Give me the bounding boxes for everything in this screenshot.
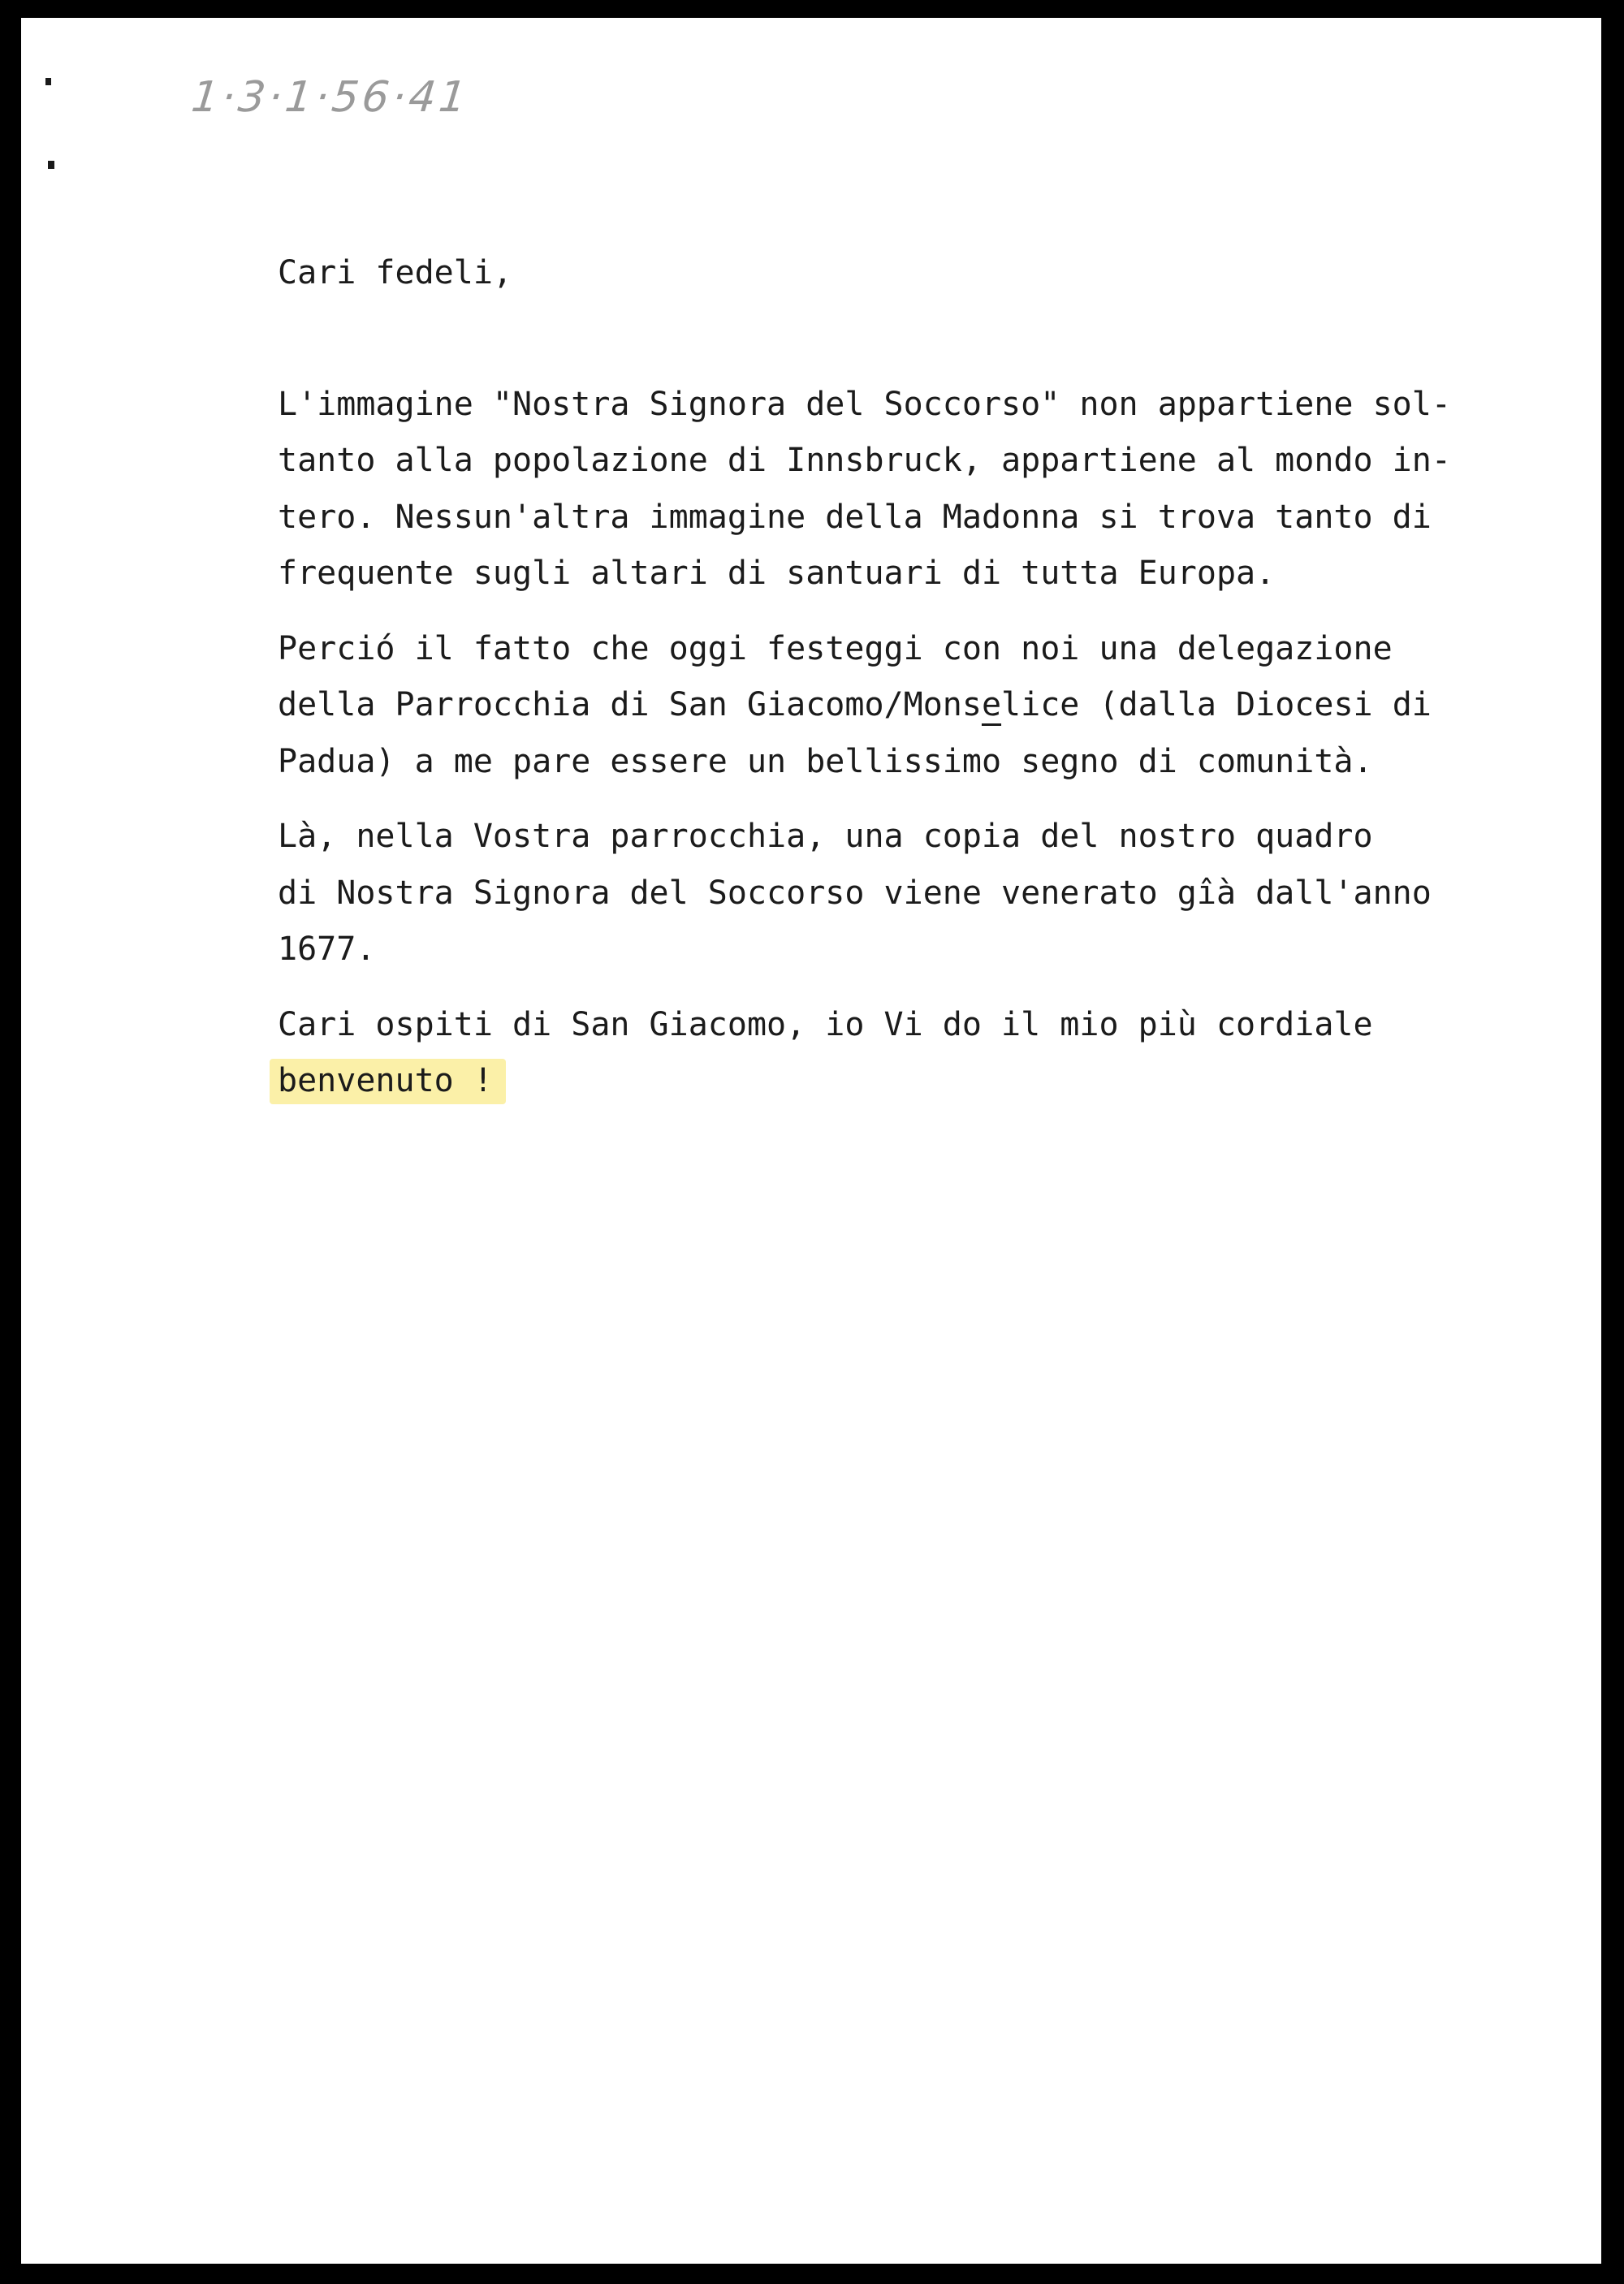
paragraph-line: frequente sugli altari di santuari di tutta Europa. bbox=[278, 555, 1276, 592]
spacer bbox=[278, 978, 1496, 997]
paragraph-1 bbox=[278, 377, 1496, 602]
paragraph-line bbox=[278, 677, 1496, 734]
closing-line bbox=[278, 1053, 1496, 1110]
punch-mark bbox=[45, 78, 51, 85]
paragraph-line: Perció il fatto che oggi festeggi con noi una delegazione bbox=[278, 629, 1393, 667]
text-segment: della Parrocchia di San Giacomo/Mons bbox=[278, 686, 982, 723]
paragraph-line: di Nostra Signora del Soccorso viene venerato gîà dall'anno bbox=[278, 874, 1432, 912]
paragraph-2 bbox=[278, 621, 1496, 791]
closing-line: Cari ospiti di San Giacomo, io Vi do il mio più cordiale bbox=[278, 1005, 1373, 1043]
paragraph-line: Padua) a me pare essere un bellissimo segno di comunità. bbox=[278, 742, 1373, 780]
salutation: Cari fedeli, bbox=[278, 254, 512, 291]
closing-paragraph bbox=[278, 997, 1496, 1110]
archive-number: 1·3·1·56·41 bbox=[188, 73, 472, 122]
text-segment: lice (dalla Diocesi di bbox=[1001, 686, 1432, 723]
spacer bbox=[278, 790, 1496, 809]
paragraph-line: tanto alla popolazione di Innsbruck, appartiene al mondo in- bbox=[278, 442, 1451, 479]
spacer bbox=[278, 602, 1496, 621]
highlighted-text: benvenuto ! bbox=[270, 1059, 506, 1104]
paragraph-line: tero. Nessun'altra immagine della Madonna si trova tanto di bbox=[278, 498, 1432, 536]
paragraph-line: 1677. bbox=[278, 930, 376, 968]
paragraph-line: Là, nella Vostra parrocchia, una copia del nostro quadro bbox=[278, 818, 1373, 855]
document-page bbox=[21, 18, 1601, 2264]
spacer bbox=[278, 302, 1496, 377]
letter-body bbox=[278, 245, 1496, 1110]
punch-mark bbox=[48, 161, 54, 169]
paragraph-line: L'immagine "Nostra Signora del Soccorso" non appartiene sol- bbox=[278, 385, 1451, 423]
underlined-letter: e bbox=[981, 686, 1002, 723]
paragraph-3 bbox=[278, 809, 1496, 978]
